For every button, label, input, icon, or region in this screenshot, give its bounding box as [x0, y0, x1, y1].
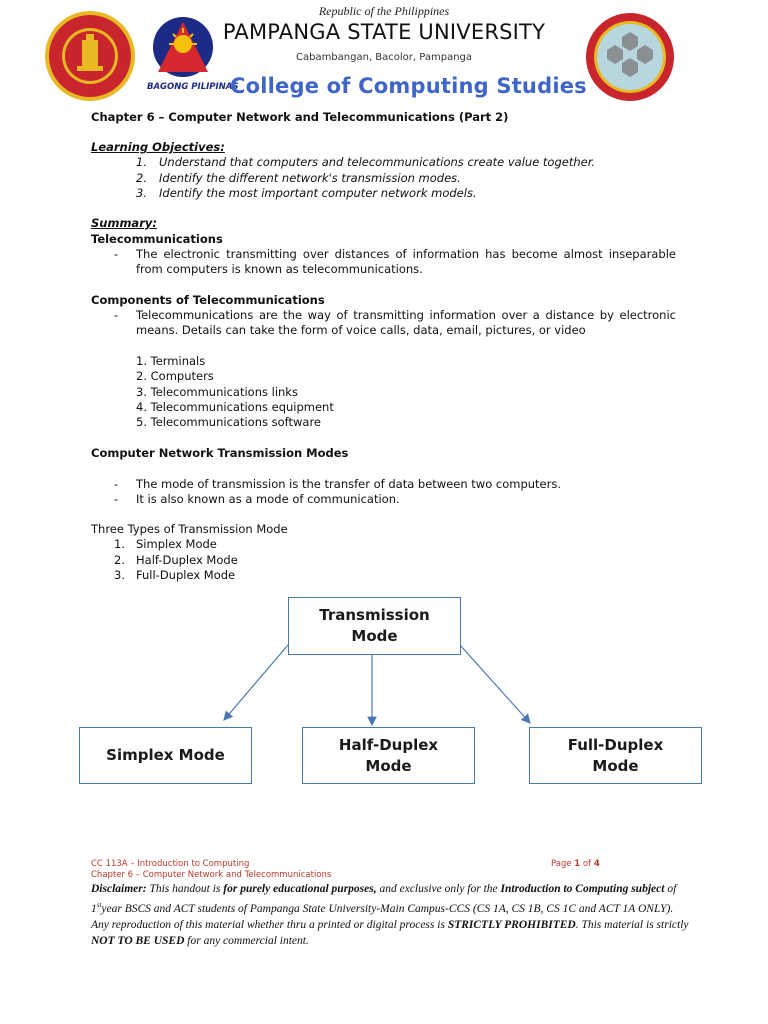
republic-label: Republic of the Philippines	[318, 4, 450, 18]
disclaimer-emphasis: STRICTLY PROHIBITED	[447, 918, 576, 931]
summary-heading: Summary:	[91, 216, 157, 230]
list-item: 5. Telecommunications software	[136, 415, 322, 429]
components-heading: Components of Telecommunications	[91, 293, 325, 307]
telecom-heading: Telecommunications	[91, 232, 223, 246]
disclaimer-emphasis: NOT TO BE USED	[91, 934, 185, 947]
disclaimer	[91, 881, 691, 949]
footer-course: CC 113A – Introduction to Computing	[91, 859, 250, 869]
type-number: 1.	[114, 537, 125, 551]
page-of: of	[582, 859, 592, 869]
disclaimer-text: of 1	[91, 883, 677, 915]
college-name: College of Computing Studies	[230, 74, 587, 98]
components-text: Telecommunications are the way of transmitting information over a distance by electronic means. Details can take the form of voice calls, data, email, pictures, or video	[136, 308, 676, 337]
type-item: Half-Duplex Mode	[136, 553, 238, 567]
chapter-title: Chapter 6 – Computer Network and Telecommunications (Part 2)	[91, 110, 509, 124]
dash: -	[114, 308, 119, 322]
disclaimer-label: Disclaimer:	[91, 883, 147, 895]
telecom-text: The electronic transmitting over distances of information has become almost inseparable from computers is known as telecommunications.	[136, 247, 676, 276]
type-item: Full-Duplex Mode	[136, 568, 236, 582]
dash: -	[114, 247, 119, 261]
dash: -	[114, 477, 119, 491]
diagram-node-simplex: Simplex Mode	[79, 727, 252, 784]
modes-point: The mode of transmission is the transfer of data between two computers.	[136, 477, 562, 491]
list-item: 2. Computers	[136, 369, 214, 383]
disclaimer-text: This handout is	[146, 883, 224, 895]
diagram-node-full-duplex: Full-Duplex Mode	[529, 727, 702, 784]
arrow-to-full-duplex	[460, 645, 530, 723]
disclaimer-text: for any commercial intent.	[184, 934, 309, 947]
modes-heading: Computer Network Transmission Modes	[91, 446, 349, 460]
university-address: Cabambangan, Bacolor, Pampanga	[295, 52, 473, 63]
disclaimer-emphasis: Introduction to Computing subject	[500, 883, 665, 895]
disclaimer-emphasis: for purely educational purposes,	[223, 883, 377, 895]
type-number: 2.	[114, 553, 125, 567]
arrow-to-simplex	[224, 645, 288, 720]
type-number: 3.	[114, 568, 125, 582]
modes-point: It is also known as a mode of communication.	[136, 492, 400, 506]
list-item: 4. Telecommunications equipment	[136, 400, 334, 414]
page-number: 1	[574, 859, 581, 869]
university-name: PAMPANGA STATE UNIVERSITY	[222, 20, 546, 44]
dash: -	[114, 492, 119, 506]
objective-item: Understand that computers and telecommunications create value together.	[159, 155, 596, 169]
objective-number: 3.	[136, 186, 147, 200]
footer-chapter: Chapter 6 – Computer Network and Telecommunications	[91, 870, 332, 880]
disclaimer-sup: st	[96, 901, 102, 909]
page-label: Page	[551, 859, 572, 869]
objective-item: Identify the different network's transmission modes.	[159, 171, 461, 185]
disclaimer-text: . This material is strictly	[575, 918, 689, 931]
disclaimer-text: and exclusive only for the	[376, 883, 501, 895]
page-total: 4	[593, 859, 600, 869]
bagong-pilipinas-label: BAGONG PILIPINAS	[147, 82, 239, 92]
objectives-heading: Learning Objectives:	[91, 140, 225, 154]
diagram-node-half-duplex: Half-Duplex Mode	[302, 727, 475, 784]
objective-number: 2.	[136, 171, 147, 185]
objective-item: Identify the most important computer network models.	[159, 186, 477, 200]
objective-number: 1.	[136, 155, 147, 169]
three-types-label: Three Types of Transmission Mode	[91, 522, 288, 536]
disclaimer-text: year BSCS and ACT students of Pampanga State University-Main Campus-CCS (CS 1A, CS 1B, CS 1C and ACT 1A ONLY). Any reproduction of this material whether thru a printed or digital process is	[91, 902, 674, 931]
page-indicator	[551, 859, 600, 869]
type-item: Simplex Mode	[136, 537, 217, 551]
list-item: 3. Telecommunications links	[136, 385, 298, 399]
diagram-root-node: Transmission Mode	[288, 597, 461, 655]
list-item: 1. Terminals	[136, 354, 206, 368]
